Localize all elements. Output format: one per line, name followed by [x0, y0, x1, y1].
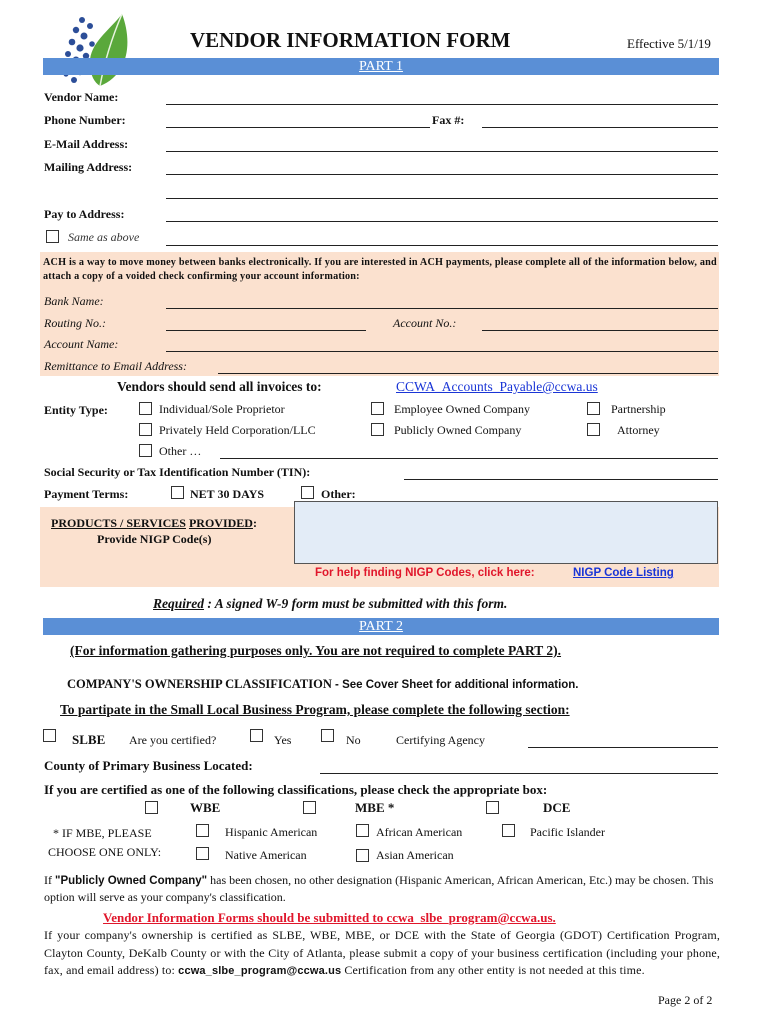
- entity-public-company-label: Publicly Owned Company: [394, 423, 522, 437]
- pay-to-label: Pay to Address:: [44, 207, 125, 221]
- entity-partnership-label: Partnership: [611, 402, 666, 416]
- products-heading: [51, 516, 257, 531]
- cert-text: If your company's ownership is certified as SLBE, WBE, MBE, or DCE with the State of Georgia (GDOT) Certification Program, Clayton County, DeKalb County or with the City of Atlanta, please submit a copy of your business certification (including your phone, fax, and email address) to:: [44, 928, 720, 977]
- routing-label: Routing No.:: [44, 316, 106, 330]
- nigp-code-box[interactable]: [294, 501, 718, 564]
- part1-bar: [43, 58, 719, 75]
- public-note-b: "Publicly Owned Company": [55, 875, 208, 887]
- certified-yes-label: Yes: [274, 733, 292, 747]
- entity-employee-owned-checkbox[interactable]: [371, 402, 384, 415]
- account-name-field[interactable]: [166, 351, 718, 352]
- mbe-note-2: CHOOSE ONE ONLY:: [48, 845, 162, 859]
- required-word: Required: [153, 596, 205, 611]
- same-as-above-checkbox[interactable]: [46, 230, 59, 243]
- entity-other-field[interactable]: [220, 458, 718, 459]
- products-services-text: PRODUCTS / SERVICES: [51, 516, 186, 530]
- mbe-label: MBE *: [355, 800, 395, 815]
- remittance-label: Remittance to Email Address:: [44, 359, 187, 373]
- native-checkbox[interactable]: [196, 847, 209, 860]
- account-no-label: Account No.:: [393, 316, 457, 330]
- email-field[interactable]: [166, 151, 718, 152]
- certifying-agency-field[interactable]: [528, 747, 718, 748]
- account-no-field[interactable]: [482, 330, 718, 331]
- native-label: Native American: [225, 848, 307, 862]
- vendor-name-label: Vendor Name:: [44, 90, 119, 104]
- entity-type-label: Entity Type:: [44, 403, 108, 417]
- products-provided-text: PROVIDED: [188, 516, 253, 530]
- public-note-c: has been chosen, no other designation (Hispanic American, African American, Etc.) may be chosen. This option will serve as your company's classification.: [44, 873, 714, 904]
- pacific-label: Pacific Islander: [530, 825, 605, 839]
- account-name-label: Account Name:: [44, 337, 119, 351]
- invoices-label: Vendors should send all invoices to:: [117, 379, 322, 394]
- public-note-a: If: [44, 873, 55, 887]
- mailing-field-1[interactable]: [166, 174, 718, 175]
- invoices-email-link[interactable]: CCWA_Accounts_Payable@ccwa.us: [396, 379, 598, 394]
- email-label: E-Mail Address:: [44, 137, 129, 151]
- vendor-name-field[interactable]: [166, 104, 718, 105]
- provide-nigp-label: Provide NIGP Code(s): [97, 532, 212, 546]
- ownership-bold: COMPANY'S OWNERSHIP CLASSIFICATION: [67, 677, 332, 691]
- bank-name-label: Bank Name:: [44, 294, 104, 308]
- hispanic-label: Hispanic American: [225, 825, 318, 839]
- phone-label: Phone Number:: [44, 113, 126, 127]
- entity-attorney-checkbox[interactable]: [587, 423, 600, 436]
- pacific-checkbox[interactable]: [502, 824, 515, 837]
- required-rest: : A signed W-9 form must be submitted with this form.: [204, 596, 508, 611]
- entity-individual-checkbox[interactable]: [139, 402, 152, 415]
- dce-label: DCE: [543, 800, 571, 815]
- part2-title: PART 2: [359, 619, 403, 634]
- payment-other-checkbox[interactable]: [301, 486, 314, 499]
- entity-other-label: Other …: [159, 444, 202, 458]
- form-title: VENDOR INFORMATION FORM: [190, 28, 511, 52]
- certifying-agency-label: Certifying Agency: [396, 733, 485, 747]
- hispanic-checkbox[interactable]: [196, 824, 209, 837]
- tin-field[interactable]: [404, 479, 718, 480]
- net30-label: NET 30 DAYS: [190, 487, 265, 501]
- entity-private-corp-checkbox[interactable]: [139, 423, 152, 436]
- entity-employee-owned-label: Employee Owned Company: [394, 402, 530, 416]
- ownership-rest: - See Cover Sheet for additional information.: [331, 679, 579, 691]
- dce-checkbox[interactable]: [486, 801, 499, 814]
- ach-note: ACH is a way to move money between banks electronically. If you are interested in ACH payments, please complete all of the information below, and attach a copy of a voided check confirming your account information:: [43, 257, 717, 282]
- part1-title: PART 1: [359, 59, 403, 74]
- wbe-label: WBE: [190, 800, 221, 815]
- mbe-checkbox[interactable]: [303, 801, 316, 814]
- entity-attorney-label: Attorney: [617, 423, 660, 437]
- slbe-label: SLBE: [72, 732, 106, 747]
- slbp-heading: To partipate in the Small Local Business Program, please complete the following section:: [60, 702, 570, 717]
- ccwa-logo: [60, 8, 132, 90]
- entity-individual-label: Individual/Sole Proprietor: [159, 402, 285, 416]
- phone-field[interactable]: [166, 127, 430, 128]
- effective-date: Effective 5/1/19: [627, 36, 711, 51]
- tin-label: Social Security or Tax Identification Number (TIN):: [44, 465, 311, 479]
- submit-instructions: Vendor Information Forms should be submitted to ccwa_slbe_program@ccwa.us.: [103, 910, 556, 925]
- classification-heading: If you are certified as one of the following classifications, please check the appropriate box:: [44, 782, 548, 797]
- fax-field[interactable]: [482, 127, 718, 128]
- same-as-above-label: Same as above: [68, 230, 140, 244]
- cert-email: ccwa_slbe_program@ccwa.us: [178, 965, 342, 977]
- pay-to-field-1[interactable]: [166, 221, 718, 222]
- african-label: African American: [376, 825, 463, 839]
- page-number: Page 2 of 2: [658, 993, 713, 1007]
- certification-text: [44, 927, 720, 981]
- remittance-field[interactable]: [218, 373, 718, 374]
- county-field[interactable]: [320, 773, 718, 774]
- certified-no-checkbox[interactable]: [321, 729, 334, 742]
- wbe-checkbox[interactable]: [145, 801, 158, 814]
- fax-label: Fax #:: [432, 113, 465, 127]
- part2-info: (For information gathering purposes only. You are not required to complete PART 2).: [70, 643, 562, 658]
- county-label: County of Primary Business Located:: [44, 758, 253, 773]
- slbe-checkbox[interactable]: [43, 729, 56, 742]
- pay-to-field-2[interactable]: [166, 245, 718, 246]
- nigp-code-listing-link[interactable]: NIGP Code Listing: [573, 567, 674, 579]
- publicly-owned-note: [44, 872, 720, 905]
- entity-other-checkbox[interactable]: [139, 444, 152, 457]
- products-colon: :: [252, 516, 257, 530]
- routing-field[interactable]: [166, 330, 366, 331]
- certified-question: Are you certified?: [129, 733, 217, 747]
- w9-required-note: [153, 596, 507, 612]
- african-checkbox[interactable]: [356, 824, 369, 837]
- part2-bar: [43, 618, 719, 635]
- entity-partnership-checkbox[interactable]: [587, 402, 600, 415]
- payment-other-label: Other:: [321, 487, 356, 501]
- asian-checkbox[interactable]: [356, 849, 369, 862]
- mailing-field-2[interactable]: [166, 198, 718, 199]
- entity-public-company-checkbox[interactable]: [371, 423, 384, 436]
- ownership-heading: [67, 677, 579, 692]
- mbe-note-1: * IF MBE, PLEASE: [53, 826, 152, 840]
- certified-no-label: No: [346, 733, 361, 747]
- entity-private-corp-label: Privately Held Corporation/LLC: [159, 423, 316, 437]
- certified-yes-checkbox[interactable]: [250, 729, 263, 742]
- net30-checkbox[interactable]: [171, 486, 184, 499]
- bank-name-field[interactable]: [166, 308, 718, 309]
- nigp-help-text: For help finding NIGP Codes, click here:: [315, 567, 535, 579]
- cert-end: Certification from any other entity is not needed at this time.: [344, 963, 645, 977]
- payment-terms-label: Payment Terms:: [44, 487, 129, 501]
- asian-label: Asian American: [376, 848, 454, 862]
- mailing-label: Mailing Address:: [44, 160, 133, 174]
